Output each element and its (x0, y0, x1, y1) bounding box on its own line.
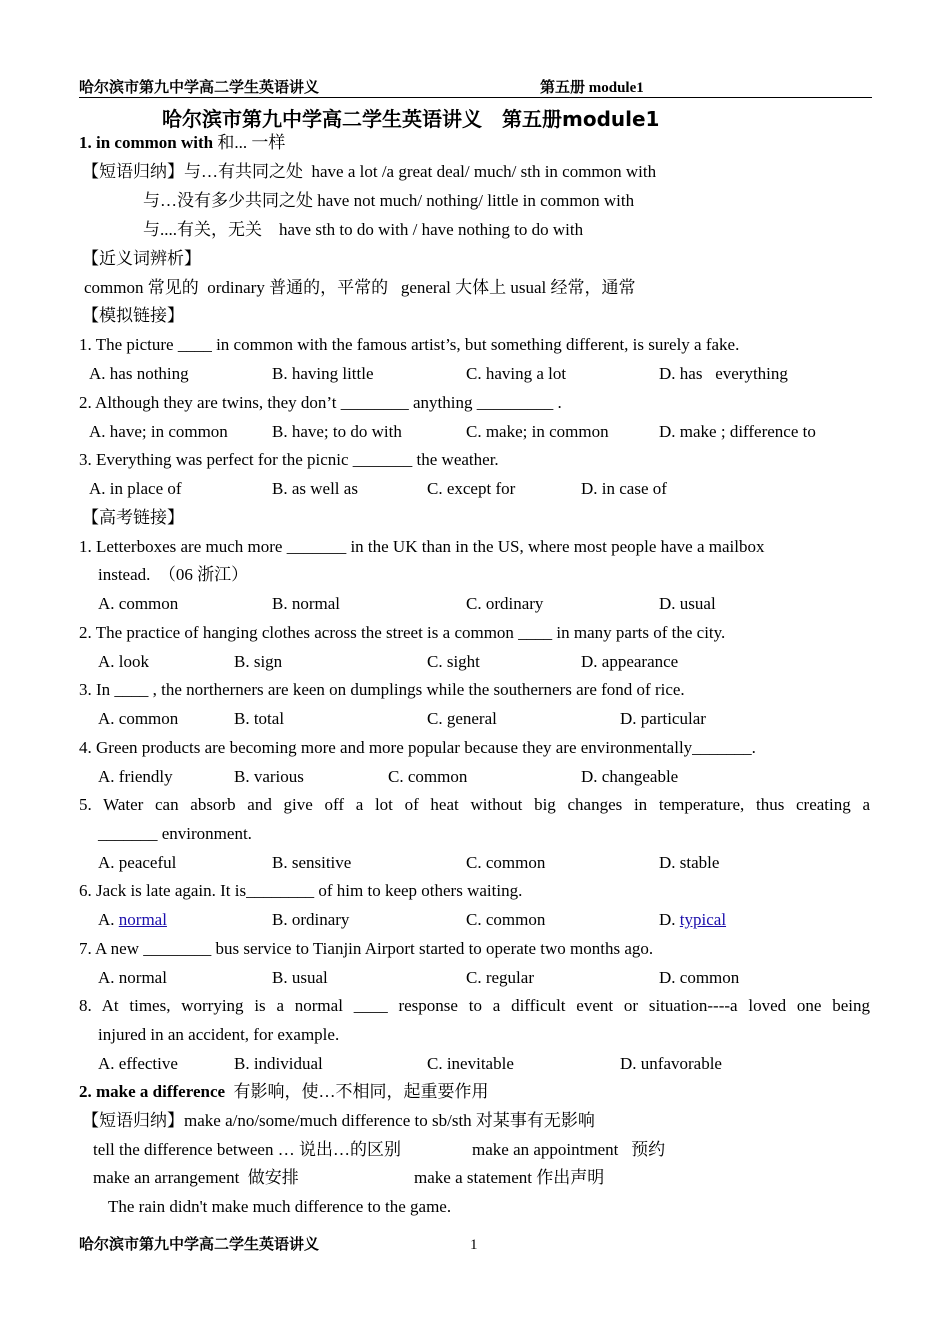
option: D. particular (620, 709, 706, 728)
option: C. sight (427, 652, 480, 671)
exam-question-5-cont: _______ environment. (98, 824, 252, 843)
section-2-term: 2. make a difference (79, 1082, 226, 1101)
option-letter: D. (659, 910, 680, 929)
section-2-heading (79, 1081, 489, 1103)
option: D. appearance (581, 652, 679, 671)
option: B. sensitive (272, 853, 352, 872)
page-number: 1 (470, 1237, 478, 1253)
footer-left: 哈尔滨市第九中学高二学生英语讲义 (79, 1237, 320, 1253)
exam-label: 【高考链接】 (82, 508, 184, 527)
option: D. has everything (659, 364, 788, 383)
phrases-line-3: 与....有关，无关 have sth to do with / have nothing to do with (143, 220, 584, 239)
option: D. in case of (581, 479, 667, 498)
option: A. look (98, 652, 149, 671)
synonym-line: common 常见的 ordinary 普通的，平常的 general 大体上 usual 经常，通常 (84, 278, 636, 297)
option: D. changeable (581, 767, 679, 786)
option: D. unfavorable (620, 1054, 722, 1073)
exam-question-2: 2. The practice of hanging clothes across the street is a common ____ in many parts of the city. (79, 623, 726, 642)
page-title: 哈尔滨市第九中学高二学生英语讲义 第五册module1 (162, 107, 660, 131)
option: C. regular (466, 968, 534, 987)
option: C. common (466, 853, 546, 872)
mock-question-3: 3. Everything was perfect for the picnic _______ the weather. (79, 450, 499, 469)
option: C. make; in common (466, 422, 609, 441)
option: C. common (466, 910, 546, 929)
header-rule (79, 97, 872, 98)
phrases-line-2: 与…没有多少共同之处 have not much/ nothing/ little in common with (143, 191, 635, 210)
section-1-meaning: 和... 一样 (213, 133, 286, 152)
exam-question-3: 3. In ____ , the northerners are keen on dumplings while the southerners are fond of rice. (79, 680, 685, 699)
exam-question-4: 4. Green products are becoming more and more popular because they are environmentally_______. (79, 738, 756, 757)
option: B. have; to do with (272, 422, 402, 441)
example-sentence: The rain didn't make much difference to the game. (108, 1197, 452, 1216)
section-2-phrases (82, 1110, 595, 1132)
phrase-text: 与…有共同之处 have a lot /a great deal/ much/ sth in common with (184, 162, 657, 181)
typical-link[interactable]: typical (679, 910, 727, 929)
option: C. general (427, 709, 497, 728)
option: B. various (234, 767, 304, 786)
option: A. peaceful (98, 853, 177, 872)
phrase: tell the difference between … 说出…的区别 (93, 1140, 401, 1159)
option: A. in place of (89, 479, 182, 498)
phrases-line-1 (82, 161, 656, 183)
section-2-meaning: 有影响，使…不相同，起重要作用 (225, 1082, 489, 1101)
mock-question-2: 2. Although they are twins, they don’t ________ anything _________ . (79, 393, 562, 412)
synonym-label: 【近义词辨析】 (82, 249, 201, 268)
option: D. make ; difference to (659, 422, 816, 441)
exam-question-8: 8. At times, worrying is a normal ____ response to a difficult event or situation----a loved one being (79, 996, 870, 1015)
option: A. effective (98, 1054, 178, 1073)
option (659, 909, 726, 931)
option: B. individual (234, 1054, 323, 1073)
section-1-heading (79, 132, 285, 154)
option: A. common (98, 709, 179, 728)
option: B. normal (272, 594, 340, 613)
option: A. common (98, 594, 179, 613)
phrases-label: 【短语归纳】 (82, 1111, 184, 1130)
exam-question-1: 1. Letterboxes are much more _______ in the UK than in the US, where most people have a mailbox (79, 537, 765, 556)
option: D. common (659, 968, 740, 987)
phrase-text: make a/no/some/much difference to sb/sth 对某事有无影响 (184, 1111, 595, 1130)
exam-question-6: 6. Jack is late again. It is________ of him to keep others waiting. (79, 881, 523, 900)
mock-label: 【模拟链接】 (82, 306, 184, 325)
option: C. ordinary (466, 594, 544, 613)
header-left: 哈尔滨市第九中学高二学生英语讲义 (79, 80, 320, 96)
option: A. has nothing (89, 364, 189, 383)
option: B. ordinary (272, 910, 350, 929)
section-1-term: 1. in common with (79, 133, 214, 152)
phrase: make an appointment 预约 (472, 1140, 666, 1159)
option: C. except for (427, 479, 516, 498)
option: B. total (234, 709, 285, 728)
exam-question-8-cont: injured in an accident, for example. (98, 1025, 340, 1044)
option: C. common (388, 767, 468, 786)
option: B. as well as (272, 479, 358, 498)
option: B. having little (272, 364, 374, 383)
phrase: make an arrangement 做安排 (93, 1168, 299, 1187)
option: A. normal (98, 968, 167, 987)
option-letter: A. (98, 910, 119, 929)
option: C. having a lot (466, 364, 567, 383)
phrase: make a statement 作出声明 (414, 1168, 605, 1187)
option: D. usual (659, 594, 716, 613)
exam-question-1-cont: instead. （06 浙江） (98, 565, 249, 584)
phrases-label: 【短语归纳】 (82, 162, 184, 181)
option: B. sign (234, 652, 283, 671)
normal-link[interactable]: normal (118, 910, 167, 929)
option (98, 909, 167, 931)
option: B. usual (272, 968, 328, 987)
exam-question-5: 5. Water can absorb and give off a lot of heat without big changes in temperature, thus creating a (79, 795, 870, 814)
mock-question-1: 1. The picture ____ in common with the famous artist’s, but something different, is surely a fake. (79, 335, 740, 354)
option: A. have; in common (89, 422, 228, 441)
exam-question-7: 7. A new ________ bus service to Tianjin Airport started to operate two months ago. (79, 939, 654, 958)
option: C. inevitable (427, 1054, 514, 1073)
header-right: 第五册 module1 (540, 80, 644, 96)
option: D. stable (659, 853, 720, 872)
option: A. friendly (98, 767, 173, 786)
